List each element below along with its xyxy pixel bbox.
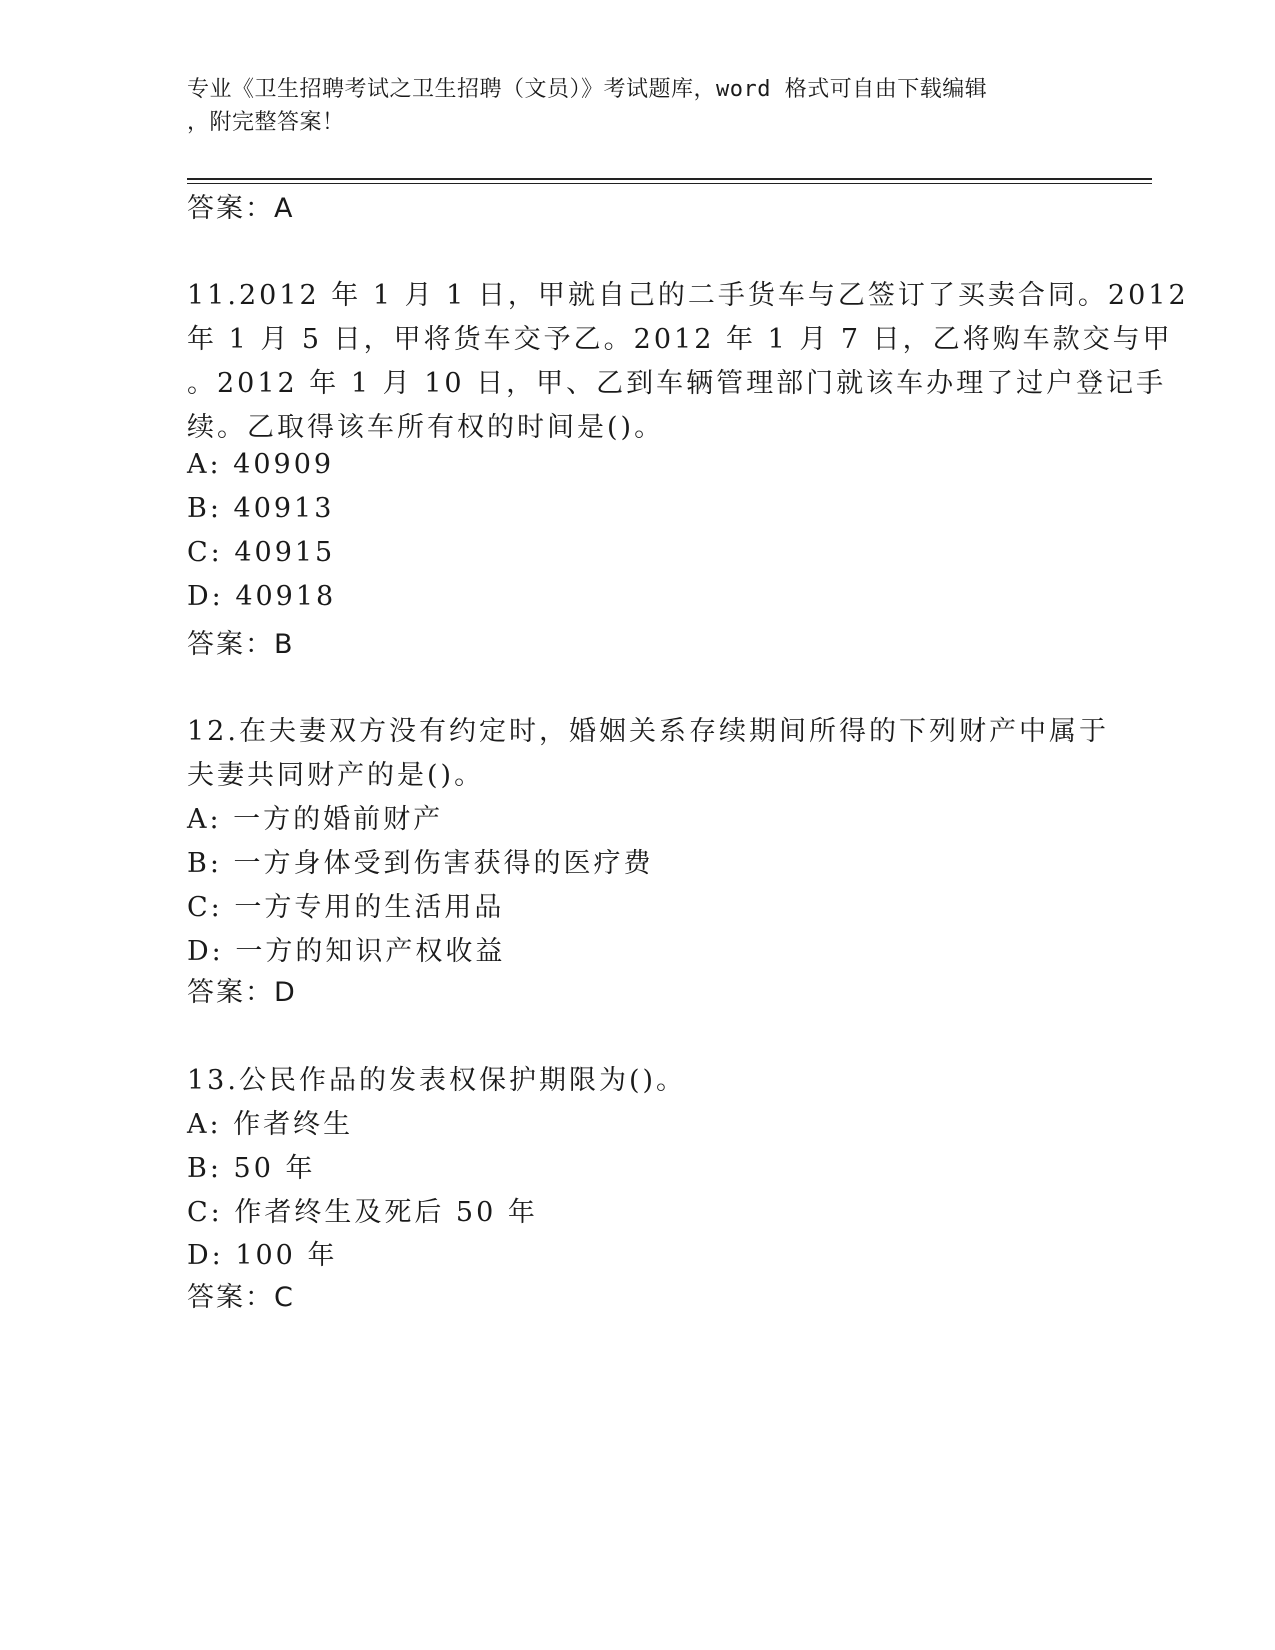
question-11-option-b: B: 40913	[187, 493, 335, 524]
header-title-line-2: ，附完整答案！	[187, 110, 345, 135]
question-12-option-c: C: 一方专用的生活用品	[187, 892, 505, 923]
question-12-text-line-1: 12.在夫妻双方没有约定时，婚姻关系存续期间所得的下列财产中属于	[187, 716, 1109, 747]
question-11-text-line-4: 续。乙取得该车所有权的时间是()。	[187, 412, 665, 443]
question-11-text-line-1: 11.2012 年 1 月 1 日，甲就自己的二手货车与乙签订了买卖合同。2012	[187, 280, 1189, 311]
question-13-option-d: D: 100 年	[187, 1240, 338, 1271]
page-header	[187, 73, 1087, 139]
question-12-text-line-2: 夫妻共同财产的是()。	[187, 760, 485, 791]
question-13-option-b: B: 50 年	[187, 1153, 316, 1184]
question-13-option-c: C: 作者终生及死后 50 年	[187, 1197, 538, 1228]
question-13-option-a: A: 作者终生	[187, 1109, 354, 1140]
header-title-line-1: 专业《卫生招聘考试之卫生招聘（文员）》考试题库，word 格式可自由下载编辑	[187, 77, 988, 102]
question-11-text-line-2: 年 1 月 5 日，甲将货车交予乙。2012 年 1 月 7 日，乙将购车款交与甲	[187, 324, 1173, 355]
question-13-text-line-1: 13.公民作品的发表权保护期限为()。	[187, 1065, 687, 1096]
question-12-option-b: B: 一方身体受到伤害获得的医疗费	[187, 848, 654, 879]
header-divider-thick	[187, 178, 1152, 180]
question-11-option-c: C: 40915	[187, 537, 336, 568]
question-11-option-d: D: 40918	[187, 581, 337, 612]
question-12-option-a: A: 一方的婚前财产	[187, 804, 444, 835]
question-13-answer: 答案：C	[187, 1282, 295, 1313]
header-divider-thin	[187, 183, 1152, 184]
question-12-answer: 答案：D	[187, 977, 297, 1008]
question-11-option-a: A: 40909	[187, 449, 335, 480]
question-11-text-line-3: 。2012 年 1 月 10 日，甲、乙到车辆管理部门就该车办理了过户登记手	[187, 368, 1167, 399]
question-12-option-d: D: 一方的知识产权收益	[187, 936, 506, 967]
previous-answer: 答案：A	[187, 193, 295, 224]
question-11-answer: 答案：B	[187, 629, 295, 660]
